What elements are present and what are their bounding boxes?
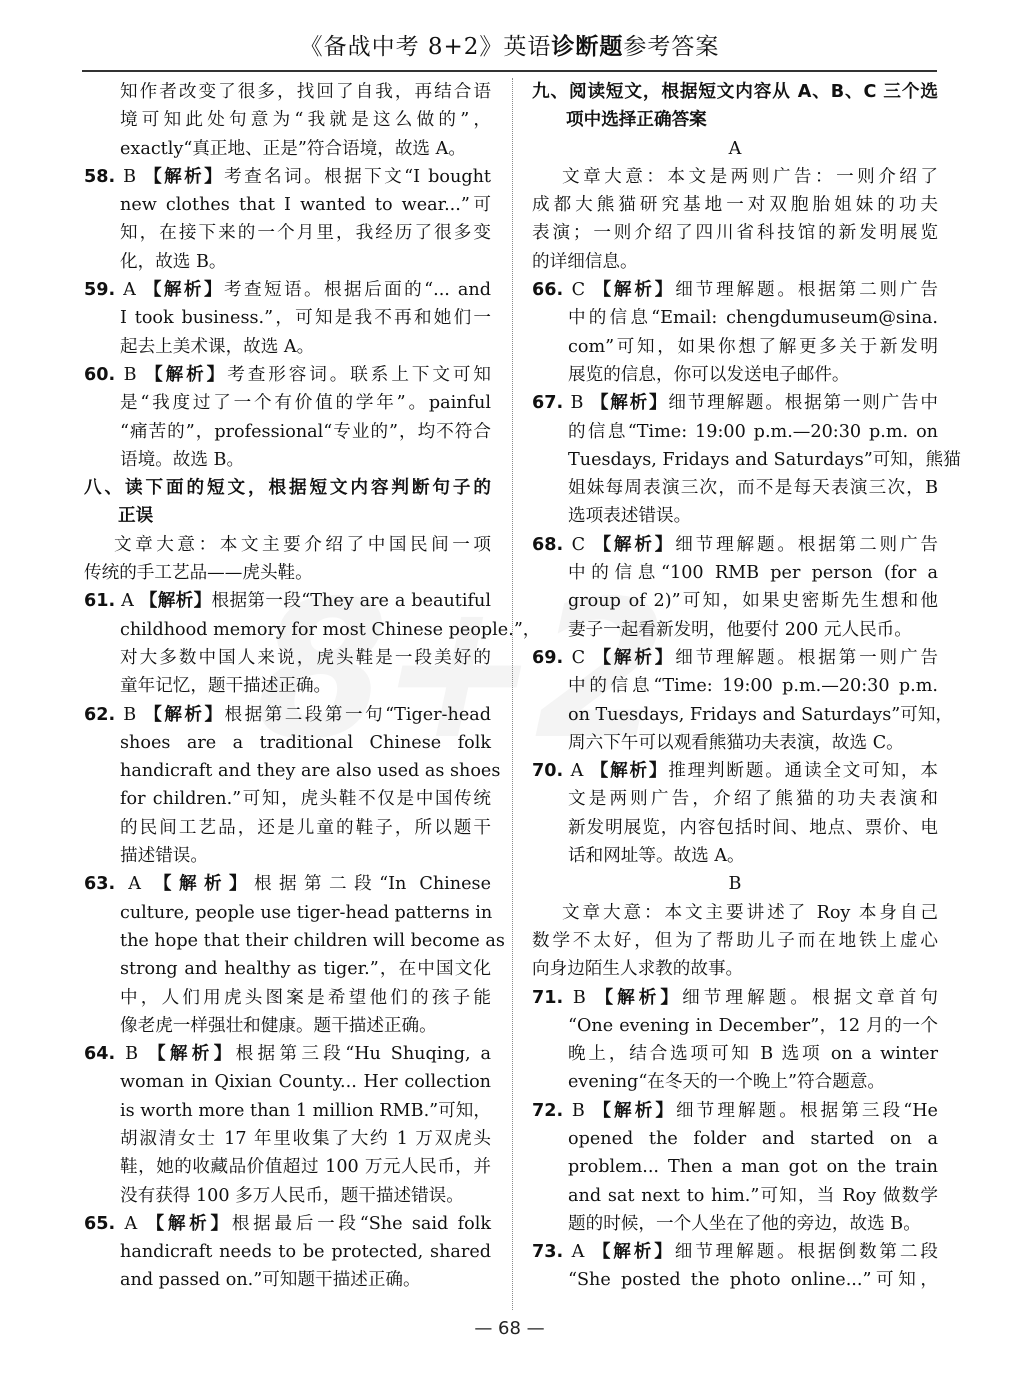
line-text: 根据第三段“Hu Shuqing, a (235, 1044, 491, 1065)
question-number: 70. (532, 761, 564, 782)
header-rule (82, 70, 937, 72)
line-text: 数学不太好，但为了帮助儿子而在地铁上虚心 (532, 930, 938, 951)
section-heading (532, 78, 938, 106)
text-line (84, 1238, 491, 1266)
line-text: handicraft needs to be protected, shared (120, 1242, 491, 1263)
line-text: 话和网址等。故选 A。 (568, 846, 745, 867)
line-text: 没有获得 100 多万人民币，题干描述错误。 (120, 1185, 464, 1206)
answer-letter: B (115, 1044, 148, 1065)
line-text: 新发明展览，内容包括时间、地点、票价、电 (568, 817, 938, 838)
line-text: and passed on.”可知题干描述正确。 (120, 1270, 421, 1291)
text-line (532, 616, 938, 644)
line-text: 中的信息“Time: 19:00 p.m.—20:30 p.m. (568, 676, 938, 697)
text-line (84, 219, 491, 247)
text-line (532, 1040, 938, 1068)
text-line (532, 163, 938, 191)
line-text: new clothes that I wanted to wear...”可 (120, 195, 491, 216)
line-text: 推理判断题。通读全文可知，本 (668, 761, 938, 782)
text-line (532, 191, 938, 219)
answer-letter: B (563, 1100, 594, 1121)
text-line (84, 1266, 491, 1294)
analysis-tag: 【解析】 (593, 1099, 677, 1121)
line-text: 根据第一段“They are a beautiful (211, 591, 491, 612)
line-text: evening“在冬天的一个晚上”符合题意。 (568, 1072, 886, 1093)
line-text: shoes are a traditional Chinese folk (120, 732, 491, 753)
header-bold: 诊断题 (551, 33, 624, 60)
answer-line (532, 644, 938, 672)
header-title: 《备战中考 8+2》英语 (299, 34, 552, 60)
section-title: 正误 (118, 506, 154, 527)
text-line (84, 106, 491, 134)
text-line (532, 701, 954, 729)
analysis-tag: 【解析】 (593, 279, 676, 301)
text-line (532, 361, 938, 389)
line-text: and sat next to him.”可知，当 Roy 做数学 (568, 1185, 938, 1206)
line-text: 文是两则广告，介绍了熊猫的功夫表演和 (568, 789, 938, 810)
text-line (532, 474, 938, 502)
line-text: B (728, 874, 742, 895)
analysis-tag: 【解析】 (153, 873, 254, 895)
line-text: 童年记忆，题干描述正确。 (120, 676, 332, 697)
text-line (84, 1012, 491, 1040)
line-text: 细节理解题。根据第一则广告中 (668, 393, 938, 414)
text-line (532, 1125, 938, 1153)
text-line (532, 219, 938, 247)
line-text: 文章大意：本文主要讲述了 Roy 本身自己 (562, 902, 938, 923)
answer-line (84, 1040, 491, 1068)
text-line (532, 587, 938, 615)
answer-line (84, 870, 491, 898)
question-number: 67. (532, 393, 564, 414)
text-line (532, 729, 938, 757)
answer-letter: B (115, 166, 145, 187)
left-column (84, 78, 541, 1295)
line-text: 对大多数中国人来说，虎头鞋是一段美好的 (120, 647, 491, 668)
line-text: 中的信息“Email: chengdumuseum@sina. (568, 308, 938, 329)
question-number: 64. (84, 1044, 116, 1065)
answer-line (532, 389, 938, 417)
line-text: 的民间工艺品，还是儿童的鞋子，所以题干 (120, 817, 491, 838)
text-line (84, 899, 491, 927)
text-line (84, 955, 491, 983)
column-divider (512, 78, 513, 1310)
answer-letter: B (563, 393, 591, 414)
analysis-tag: 【解析】 (144, 165, 225, 187)
line-text: 传统的手工艺品——虎头鞋。 (84, 563, 313, 584)
line-text: 考查形容词。联系上下文可知 (227, 364, 491, 385)
answer-line (84, 701, 491, 729)
line-text: 知作者改变了很多，找回了自我，再结合语 (120, 82, 491, 102)
line-text: 的信息“Time: 19:00 p.m.—20:30 p.m. on (568, 421, 938, 442)
text-line (84, 729, 491, 757)
analysis-tag: 【解析】 (590, 760, 669, 782)
text-line (532, 927, 938, 955)
answer-letter: C (563, 647, 594, 668)
analysis-tag: 【解析】 (147, 1043, 236, 1065)
line-text: strong and healthy as tiger.”，在中国文化 (120, 959, 491, 980)
text-line (84, 616, 541, 644)
line-text: 表演；一则介绍了四川省科技馆的新发明展览 (532, 223, 938, 244)
question-number: 65. (84, 1213, 116, 1234)
line-text: 化，故选 B。 (120, 251, 227, 272)
analysis-tag: 【解析】 (592, 1241, 675, 1263)
page-number: — 68 — (474, 1318, 545, 1339)
line-text: 文章大意：本文是两则广告：一则介绍了 (562, 166, 938, 187)
line-text: for children.”可知，虎头鞋不仅是中国传统 (120, 789, 491, 810)
answer-letter: B (563, 987, 596, 1008)
answer-line (84, 276, 491, 304)
text-line (84, 672, 491, 700)
line-text: culture, people use tiger-head patterns in (120, 902, 493, 923)
line-text: 细节理解题。根据文章首句 (682, 987, 938, 1008)
question-number: 71. (532, 987, 564, 1008)
line-text: 境可知此处句意为“我就是这么做的”， (120, 110, 491, 131)
line-text: 中的信息“100 RMB per person (for a (568, 563, 938, 584)
section-heading (532, 106, 938, 134)
line-text: 知，在接下来的一个月里，我经历了很多变 (120, 223, 491, 244)
header-suffix: 参考答案 (623, 34, 720, 60)
line-text: 像老虎一样强壮和健康。题干描述正确。 (120, 1015, 437, 1036)
text-line (532, 446, 961, 474)
text-line (84, 1125, 491, 1153)
line-text: opened the folder and started on a (568, 1128, 938, 1149)
text-line (84, 1068, 491, 1096)
line-text: childhood memory for most Chinese people.”， (120, 619, 541, 640)
text-line (84, 304, 491, 332)
line-text: 选项表述错误。 (568, 506, 692, 527)
line-text: 起去上美术课，故选 A。 (120, 336, 315, 357)
line-text: 细节理解题。根据倒数第二段 (674, 1242, 938, 1263)
answer-letter: A (563, 761, 591, 782)
answer-letter: A (115, 591, 140, 612)
text-line (532, 418, 938, 446)
text-line (532, 842, 938, 870)
line-text: 展览的信息，你可以发送电子邮件。 (568, 364, 850, 385)
analysis-tag: 【解析】 (145, 363, 228, 385)
answer-letter: A (115, 280, 144, 301)
section-heading (84, 502, 491, 530)
line-text: com”可知，如果你想了解更多关于新发明 (568, 336, 938, 357)
line-text: woman in Qixian County... Her collection (120, 1072, 491, 1093)
text-line (532, 785, 938, 813)
answer-letter: B (115, 364, 146, 385)
analysis-tag: 【解析】 (595, 986, 683, 1008)
section-title: 项中选择正确答案 (566, 110, 707, 131)
analysis-tag: 【解析】 (146, 1212, 232, 1234)
analysis-tag: 【解析】 (139, 590, 212, 612)
line-text: 晚上，结合选项可知 B 选项 on a winter (568, 1044, 938, 1065)
answer-letter: C (563, 280, 594, 301)
line-text: 根据第二段“In Chinese (254, 874, 491, 895)
line-text: I took business.”，可知是我不再和她们一 (120, 308, 491, 329)
question-number: 69. (532, 647, 564, 668)
text-line (84, 559, 491, 587)
answer-letter: A (115, 874, 154, 895)
text-line (84, 191, 491, 219)
text-line (532, 899, 938, 927)
line-text: the hope that their children will become as (120, 930, 505, 951)
line-text: 细节理解题。根据第三段“He (676, 1100, 938, 1121)
answer-line (532, 984, 938, 1012)
line-text: 考查短语。根据后面的“... and (223, 280, 491, 301)
answer-line (84, 587, 491, 615)
text-line (84, 135, 491, 163)
answer-line (532, 531, 938, 559)
line-text: group of 2)”可知，如果史密斯先生想和他 (568, 591, 938, 612)
analysis-tag: 【解析】 (143, 279, 224, 301)
text-line (84, 531, 491, 559)
line-text: problem... Then a man got on the train (568, 1157, 938, 1178)
line-text: handicraft and they are also used as shoes (120, 761, 501, 782)
text-line (532, 1012, 938, 1040)
line-text: on Tuesdays, Fridays and Saturdays”可知， (568, 704, 954, 725)
line-text: 细节理解题。根据第二则广告 (675, 280, 938, 301)
answer-line (84, 1210, 491, 1238)
answer-letter: A (563, 1242, 593, 1263)
right-column (532, 78, 961, 1295)
line-text: 姐妹每周表演三次，而不是每天表演三次，B (568, 478, 938, 499)
line-text: 妻子一起看新发明，他要付 200 元人民币。 (568, 619, 912, 640)
line-text: 细节理解题。根据第二则广告 (675, 534, 938, 555)
line-text: 描述错误。 (120, 846, 208, 867)
line-text: 语境。故选 B。 (120, 449, 245, 470)
line-text: exactly“真正地、正是”符合语境，故选 A。 (120, 138, 466, 159)
question-number: 61. (84, 591, 116, 612)
text-line (532, 1182, 938, 1210)
question-number: 72. (532, 1100, 564, 1121)
line-text: 成都大熊猫研究基地一对双胞胎姐妹的功夫 (532, 195, 938, 216)
answer-line (532, 757, 938, 785)
answer-letter: C (563, 534, 594, 555)
question-number: 63. (84, 874, 116, 895)
text-line (532, 1068, 938, 1096)
section-heading (84, 474, 491, 502)
question-number: 68. (532, 534, 564, 555)
line-text: A (728, 138, 742, 159)
line-text: 中，人们用虎头图案是希望他们的孩子能 (120, 987, 491, 1008)
analysis-tag: 【解析】 (590, 392, 669, 414)
text-line (84, 1097, 491, 1125)
line-text: 是“我度过了一个有价值的学年”。painful (120, 393, 491, 414)
line-text: 根据第二段第一句“Tiger-head (224, 704, 491, 725)
line-text: “痛苦的”，professional“专业的”，均不符合 (120, 421, 491, 442)
text-line (84, 248, 491, 276)
line-text: “She posted the photo online...”可知， (568, 1270, 938, 1291)
text-line (84, 1182, 491, 1210)
answer-line (84, 361, 491, 389)
answer-line (532, 276, 938, 304)
question-number: 66. (532, 280, 564, 301)
text-line (84, 842, 491, 870)
line-text: “One evening in December”，12 月的一个 (568, 1015, 938, 1036)
text-line (532, 248, 938, 276)
question-number: 59. (84, 280, 116, 301)
text-line (532, 135, 938, 163)
line-text: 文章大意：本文主要介绍了中国民间一项 (114, 534, 491, 555)
line-text: 周六下午可以观看熊猫功夫表演，故选 C。 (568, 732, 904, 753)
line-text: 的详细信息。 (532, 251, 638, 272)
line-text: 题的时候，一个人坐在了他的旁边，故选 B。 (568, 1213, 921, 1234)
text-line (84, 78, 491, 106)
line-text: 细节理解题。根据第一则广告 (675, 647, 938, 668)
analysis-tag: 【解析】 (593, 646, 676, 668)
page-header (0, 28, 1019, 61)
section-title: 九、阅读短文，根据短文内容从 A、B、C 三个选 (532, 82, 938, 102)
analysis-tag: 【解析】 (593, 533, 676, 555)
text-line (532, 1153, 938, 1181)
text-line (84, 418, 491, 446)
text-line (532, 814, 938, 842)
text-line (84, 984, 491, 1012)
question-number: 60. (84, 364, 116, 385)
question-number: 73. (532, 1242, 564, 1263)
line-text: 考查名词。根据下文“I bought (224, 166, 491, 187)
text-line (532, 870, 938, 898)
question-number: 58. (84, 166, 116, 187)
text-line (532, 559, 938, 587)
text-line (84, 389, 491, 417)
answer-letter: A (115, 1213, 147, 1234)
text-line (84, 333, 491, 361)
text-line (532, 333, 938, 361)
text-line (532, 1266, 938, 1294)
text-line (84, 927, 505, 955)
text-line (84, 785, 491, 813)
answer-line (532, 1238, 938, 1266)
text-line (532, 955, 938, 983)
analysis-tag: 【解析】 (144, 703, 225, 725)
text-line (532, 502, 938, 530)
line-text: 向身边陌生人求教的故事。 (532, 959, 744, 980)
answer-letter: B (115, 704, 145, 725)
line-text: Tuesdays, Fridays and Saturdays”可知，熊猫 (568, 449, 961, 470)
text-line (532, 672, 938, 700)
line-text: 胡淑清女士 17 年里收集了大约 1 万双虎头 (120, 1128, 491, 1149)
line-text: 鞋，她的收藏品价值超过 100 万元人民币，并 (120, 1157, 491, 1178)
line-text: 根据最后一段“She said folk (231, 1213, 491, 1234)
text-line (84, 644, 491, 672)
text-line (532, 1210, 938, 1238)
text-line (84, 814, 491, 842)
section-title: 八、读下面的短文，根据短文内容判断句子的 (84, 478, 491, 499)
text-line (84, 446, 491, 474)
text-line (84, 757, 501, 785)
line-text: is worth more than 1 million RMB.”可知， (120, 1100, 491, 1121)
answer-line (84, 163, 491, 191)
question-number: 62. (84, 704, 116, 725)
text-line (532, 304, 938, 332)
answer-line (532, 1097, 938, 1125)
text-line (84, 1153, 491, 1181)
